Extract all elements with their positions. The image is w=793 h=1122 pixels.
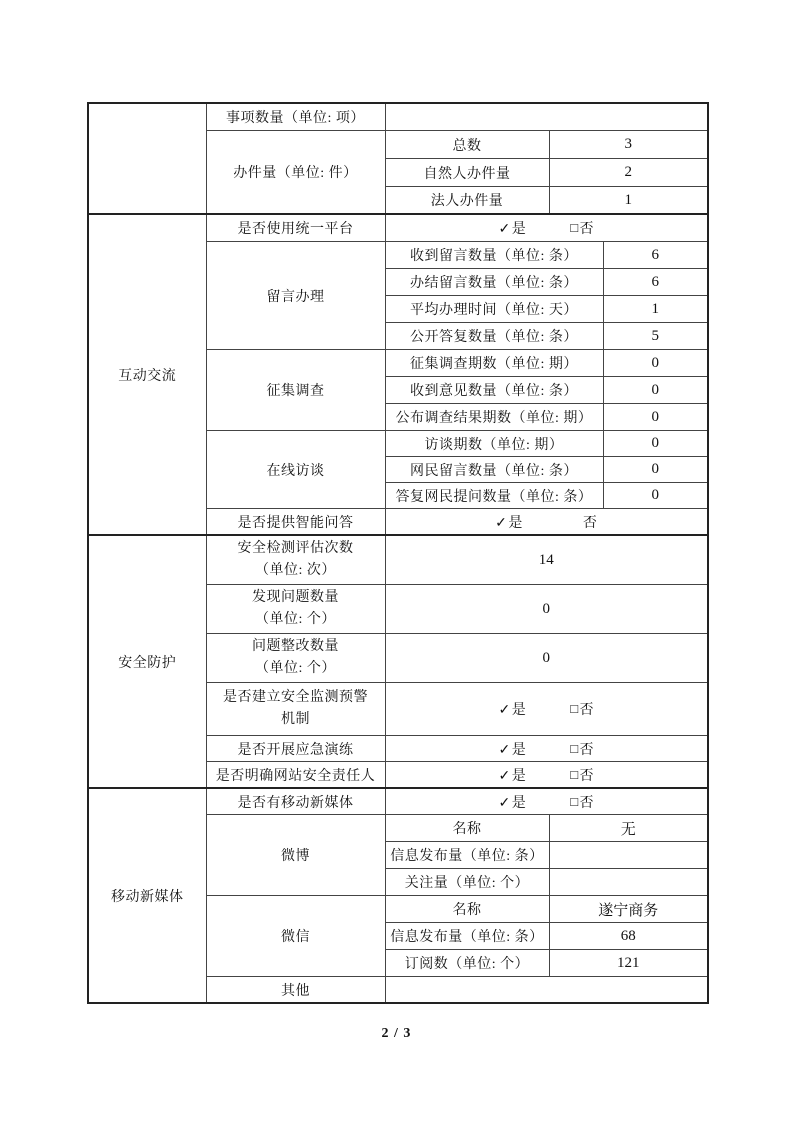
row-value-cell: 2 [549, 159, 708, 187]
yes-no-cell [385, 736, 708, 762]
no-option [570, 792, 594, 812]
yes-no-cell [385, 214, 708, 242]
yes-option [495, 512, 523, 532]
yes-option [498, 739, 526, 759]
yes-option [498, 218, 526, 238]
row-sublabel-cell: 法人办件量 [385, 187, 549, 215]
row-sublabel-cell: 收到留言数量（单位: 条） [385, 242, 603, 269]
row-sublabel-cell: 网民留言数量（单位: 条） [385, 457, 603, 483]
row-sublabel-cell: 访谈期数（单位: 期） [385, 431, 603, 457]
yes-label: 是 [511, 768, 527, 784]
yes-label: 是 [508, 515, 523, 531]
row-value-cell: 0 [385, 634, 708, 683]
section-cell-empty [88, 103, 206, 214]
yes-option [498, 765, 526, 785]
row-value-cell: 6 [603, 242, 708, 269]
row-label-cell: 办件量（单位: 件） [206, 131, 385, 215]
row-sublabel-cell: 自然人办件量 [385, 159, 549, 187]
row-label-line2: （单位: 次） [255, 563, 336, 578]
row-label-cell [206, 585, 385, 634]
row-sublabel-cell: 公开答复数量（单位: 条） [385, 323, 603, 350]
row-value-cell: 1 [549, 187, 708, 215]
section-label-cell: 互动交流 [88, 214, 206, 535]
yes-no-cell [385, 509, 708, 536]
row-label-cell: 是否开展应急演练 [206, 736, 385, 762]
row-sublabel-cell: 订阅数（单位: 个） [385, 950, 549, 977]
checkbox-empty-icon: □ [570, 220, 579, 235]
row-sublabel-cell: 总数 [385, 131, 549, 159]
no-option [570, 765, 594, 785]
row-value-cell [385, 977, 708, 1004]
check-icon: ✓ [498, 768, 511, 784]
no-label: 否 [579, 703, 595, 718]
row-label-cell [206, 683, 385, 736]
table-row [88, 535, 708, 585]
check-icon: ✓ [498, 222, 511, 237]
table-row [88, 788, 708, 815]
row-sublabel-cell: 公布调查结果期数（单位: 期） [385, 404, 603, 431]
row-sublabel-cell: 信息发布量（单位: 条） [385, 842, 549, 869]
check-icon: ✓ [498, 742, 511, 758]
check-icon: ✓ [498, 703, 511, 718]
yes-option [498, 792, 526, 812]
yes-no-cell [385, 683, 708, 736]
row-sublabel-cell: 收到意见数量（单位: 条） [385, 377, 603, 404]
row-label-line2: （单位: 个） [255, 612, 336, 627]
no-option [570, 699, 594, 719]
table-row [88, 214, 708, 242]
row-value-cell: 68 [549, 923, 708, 950]
row-value-cell: 14 [385, 535, 708, 585]
row-sublabel-cell: 答复网民提问数量（单位: 条） [385, 483, 603, 509]
row-label-cell: 征集调查 [206, 350, 385, 431]
row-value-cell: 0 [603, 457, 708, 483]
row-value-cell: 0 [603, 377, 708, 404]
row-value-cell: 0 [603, 404, 708, 431]
yes-label: 是 [511, 222, 527, 237]
row-sublabel-cell: 关注量（单位: 个） [385, 869, 549, 896]
row-label-cell: 是否提供智能问答 [206, 509, 385, 536]
checkbox-empty-icon: □ [570, 766, 579, 782]
row-label-cell: 留言办理 [206, 242, 385, 350]
row-label-line1: 发现问题数量 [252, 590, 339, 605]
row-label-cell: 微信 [206, 896, 385, 977]
row-sublabel-cell: 办结留言数量（单位: 条） [385, 269, 603, 296]
no-option [570, 218, 594, 238]
no-label: 否 [579, 222, 595, 237]
checkbox-empty-icon: □ [570, 701, 579, 716]
no-label: 否 [579, 795, 595, 811]
row-value-cell: 5 [603, 323, 708, 350]
row-sublabel-cell: 名称 [385, 815, 549, 842]
row-value-cell: 0 [603, 483, 708, 509]
row-label-cell: 是否明确网站安全责任人 [206, 762, 385, 789]
row-label-line1: 问题整改数量 [252, 639, 339, 654]
section-label-cell: 安全防护 [88, 535, 206, 788]
row-label-cell [206, 535, 385, 585]
yes-label: 是 [511, 742, 527, 758]
row-label-cell: 微博 [206, 815, 385, 896]
row-value-cell: 121 [549, 950, 708, 977]
row-value-cell: 1 [603, 296, 708, 323]
section-label-cell: 移动新媒体 [88, 788, 206, 1003]
row-sublabel-cell: 平均办理时间（单位: 天） [385, 296, 603, 323]
table-row [88, 103, 708, 131]
yes-no-cell [385, 788, 708, 815]
row-value-cell: 无 [549, 815, 708, 842]
yes-option [498, 699, 526, 719]
row-label-cell: 其他 [206, 977, 385, 1004]
row-label-line2: 机制 [281, 712, 310, 727]
no-label: 否 [582, 515, 598, 531]
row-value-cell: 6 [603, 269, 708, 296]
row-label-cell: 在线访谈 [206, 431, 385, 509]
report-table [87, 102, 709, 1004]
yes-label: 是 [511, 795, 527, 811]
checkbox-empty-icon: □ [570, 793, 579, 809]
row-label-line1: 是否建立安全监测预警 [223, 690, 368, 705]
page-number: 2 / 3 [381, 1026, 412, 1041]
row-label-cell: 事项数量（单位: 项） [206, 103, 385, 131]
row-value-cell: 遂宁商务 [549, 896, 708, 923]
row-value-cell: 3 [549, 131, 708, 159]
row-sublabel-cell: 征集调查期数（单位: 期） [385, 350, 603, 377]
row-value-cell: 0 [603, 431, 708, 457]
row-label-line1: 安全检测评估次数 [237, 541, 354, 556]
row-value-cell: 0 [385, 585, 708, 634]
check-icon: ✓ [498, 795, 511, 811]
no-option [583, 512, 598, 532]
row-sublabel-cell: 信息发布量（单位: 条） [385, 923, 549, 950]
row-label-cell [206, 634, 385, 683]
row-value-cell: 0 [603, 350, 708, 377]
no-label: 否 [579, 768, 595, 784]
row-label-cell: 是否有移动新媒体 [206, 788, 385, 815]
check-icon: ✓ [495, 515, 508, 531]
row-value-cell [549, 842, 708, 869]
row-value-cell [385, 103, 708, 131]
checkbox-empty-icon: □ [570, 740, 579, 756]
row-sublabel-cell: 名称 [385, 896, 549, 923]
yes-no-cell [385, 762, 708, 789]
no-label: 否 [579, 742, 595, 758]
yes-label: 是 [511, 703, 527, 718]
row-label-line2: （单位: 个） [255, 661, 336, 676]
row-label-cell: 是否使用统一平台 [206, 214, 385, 242]
no-option [570, 739, 594, 759]
row-value-cell [549, 869, 708, 896]
